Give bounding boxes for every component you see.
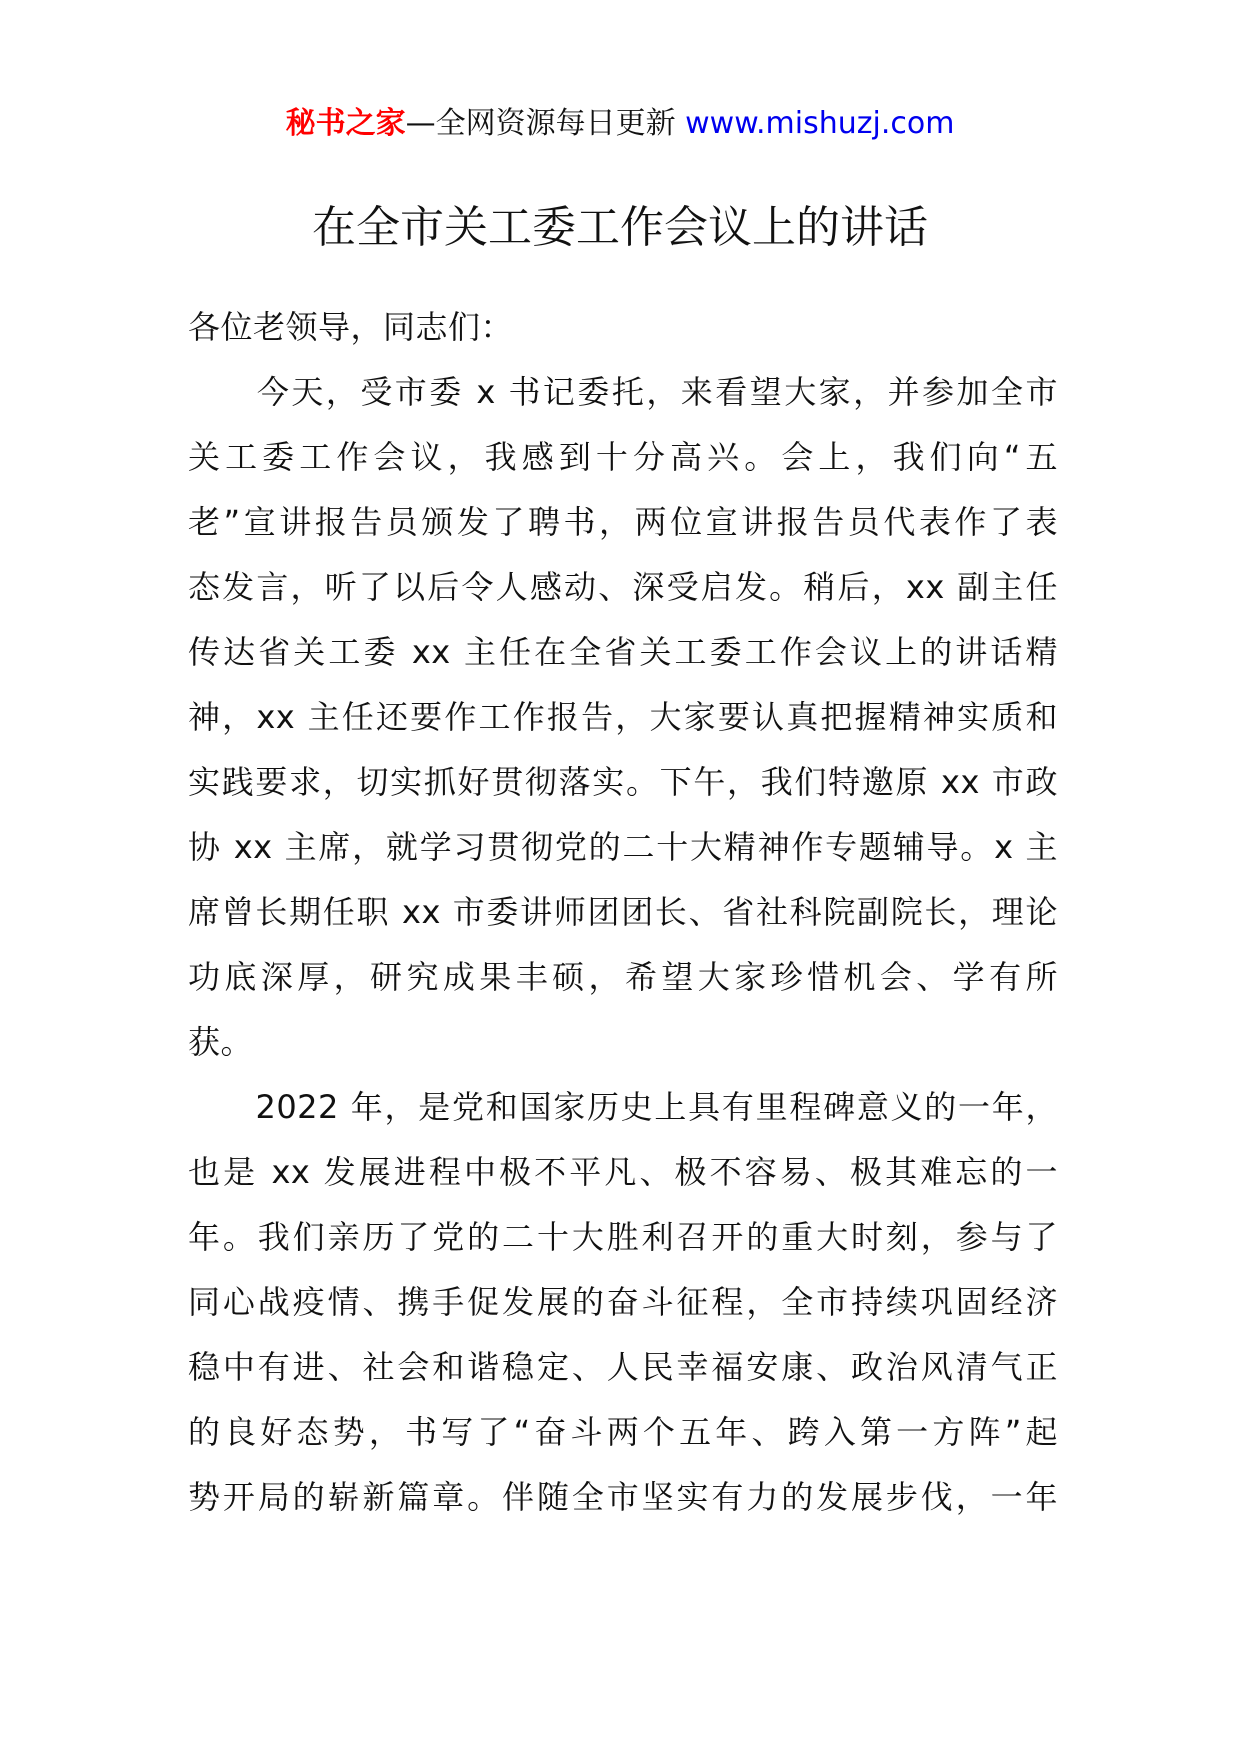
site-url[interactable]: www.mishuzj.com xyxy=(685,106,955,141)
text-line: 态发言，听了以后令人感动、深受启发。稍后，xx 副主任 xyxy=(188,568,1058,606)
text-line: 席曾长期任职 xx 市委讲师团团长、省社科院副院长，理论 xyxy=(188,893,1058,931)
text-line: 老”宣讲报告员颁发了聘书，两位宣讲报告员代表作了表 xyxy=(188,503,1058,541)
site-header xyxy=(0,102,1240,146)
text-line: 2022 年，是党和国家历史上具有里程碑意义的一年， xyxy=(188,1088,1058,1126)
document-title: 在全市关工委工作会议上的讲话 xyxy=(312,202,928,253)
text-line: 的良好态势，书写了“奋斗两个五年、跨入第一方阵”起 xyxy=(188,1413,1058,1451)
text-line: 获。 xyxy=(188,1023,254,1061)
text-line: 也是 xx 发展进程中极不平凡、极不容易、极其难忘的一 xyxy=(188,1153,1058,1191)
text-line: 协 xx 主席，就学习贯彻党的二十大精神作专题辅导。x 主 xyxy=(188,828,1058,866)
text-line: 稳中有进、社会和谐稳定、人民幸福安康、政治风清气正 xyxy=(188,1348,1058,1386)
paragraph-2 xyxy=(188,1075,1058,1530)
text-line: 同心战疫情、携手促发展的奋斗征程，全市持续巩固经济 xyxy=(188,1283,1058,1321)
text-line: 实践要求，切实抓好贯彻落实。下午，我们特邀原 xx 市政 xyxy=(188,763,1058,801)
text-line: 今天，受市委 x 书记委托，来看望大家，并参加全市 xyxy=(188,373,1058,411)
site-slogan: —全网资源每日更新 xyxy=(405,106,686,141)
document-body xyxy=(188,295,1058,1530)
paragraph-1 xyxy=(188,360,1058,1075)
text-line: 关工委工作会议，我感到十分高兴。会上，我们向“五 xyxy=(188,438,1058,476)
text-line: 年。我们亲历了党的二十大胜利召开的重大时刻，参与了 xyxy=(188,1218,1058,1256)
text-line: 传达省关工委 xx 主任在全省关工委工作会议上的讲话精 xyxy=(188,633,1058,671)
text-line: 势开局的崭新篇章。伴随全市坚实有力的发展步伐，一年 xyxy=(188,1478,1058,1516)
text-line: 神，xx 主任还要作工作报告，大家要认真把握精神实质和 xyxy=(188,698,1058,736)
text-line: 功底深厚，研究成果丰硕，希望大家珍惜机会、学有所 xyxy=(188,958,1058,996)
brand-name: 秘书之家 xyxy=(285,106,406,141)
salutation: 各位老领导，同志们： xyxy=(188,308,514,346)
